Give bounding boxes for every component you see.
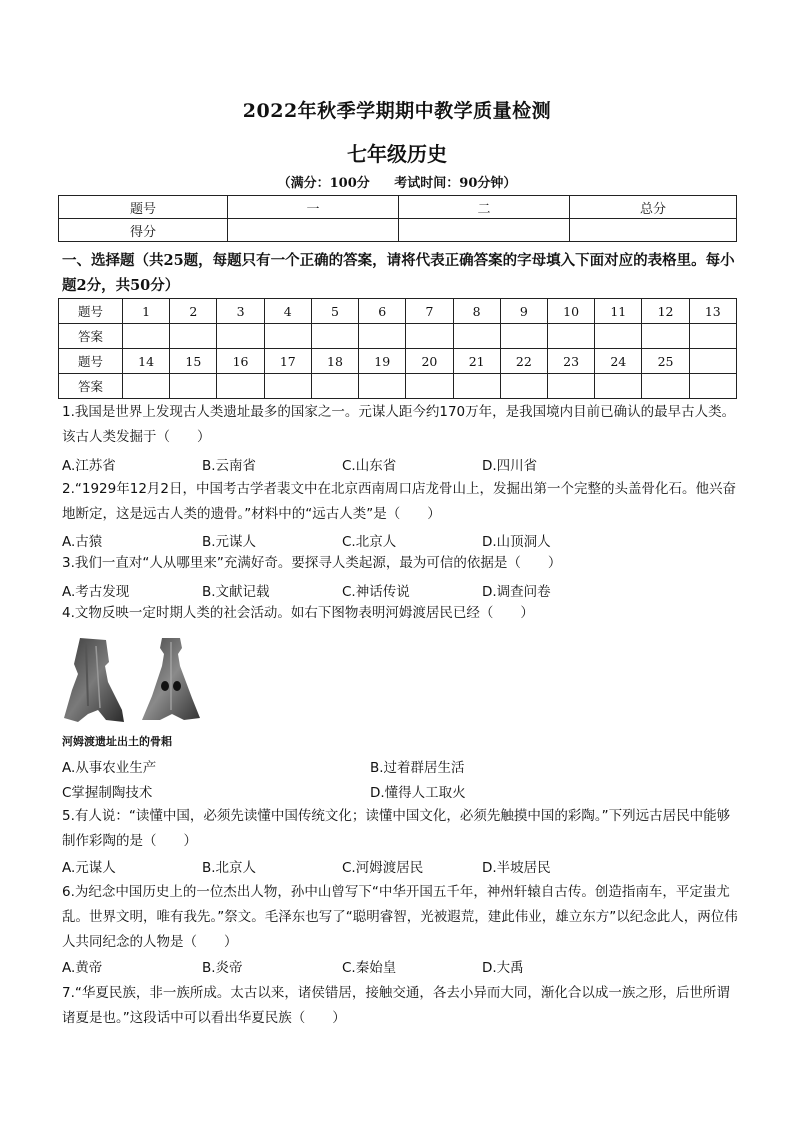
question-number-cell: 15 xyxy=(170,349,217,374)
answer-cell[interactable] xyxy=(406,324,453,349)
question-number-cell: 19 xyxy=(359,349,406,374)
exam-subject: 七年级历史 xyxy=(347,142,447,166)
answer-cell[interactable] xyxy=(453,374,500,399)
option-a[interactable]: A.古猿 xyxy=(62,534,103,550)
answer-row-label: 题号 xyxy=(59,349,123,374)
bone-spade-image xyxy=(62,636,128,724)
answer-cell[interactable] xyxy=(500,324,547,349)
option-d[interactable]: D.大禹 xyxy=(482,960,524,976)
score-header-cell: 一 xyxy=(228,196,399,219)
score-cell[interactable] xyxy=(570,219,737,242)
question-number-cell: 9 xyxy=(500,299,547,324)
option-b[interactable]: B.过着群居生活 xyxy=(370,760,465,776)
question-number-cell xyxy=(689,349,736,374)
question-number-cell: 14 xyxy=(123,349,170,374)
question-number-cell: 6 xyxy=(359,299,406,324)
option-c[interactable]: C.秦始皇 xyxy=(342,960,397,976)
answer-cell[interactable] xyxy=(170,324,217,349)
answer-row-label: 题号 xyxy=(59,299,123,324)
question-number-cell: 12 xyxy=(642,299,689,324)
image-caption: 河姆渡遗址出土的骨耜 xyxy=(62,735,172,748)
option-c[interactable]: C.神话传说 xyxy=(342,584,410,600)
option-c[interactable]: C.山东省 xyxy=(342,458,397,474)
question-number-cell: 18 xyxy=(311,349,358,374)
exam-title: 2022年秋季学期期中教学质量检测 xyxy=(242,100,552,122)
answer-cell[interactable] xyxy=(595,324,642,349)
option-d[interactable]: D.山顶洞人 xyxy=(482,534,551,550)
option-d[interactable]: D.四川省 xyxy=(482,458,538,474)
question-number-cell: 10 xyxy=(547,299,594,324)
question-number-cell: 25 xyxy=(642,349,689,374)
score-cell[interactable] xyxy=(399,219,570,242)
answer-cell[interactable] xyxy=(453,324,500,349)
answer-cell[interactable] xyxy=(547,324,594,349)
question-stem: 2.“1929年12月2日，中国考古学者裴文中在北京西南周口店龙骨山上，发掘出第一个完整的头盖骨化石。他兴奋地断定，这是远古人类的遗骨。”材料中的“远古人类”是（ ） xyxy=(62,481,736,522)
answer-row-label: 答案 xyxy=(59,374,123,399)
option-a[interactable]: A.江苏省 xyxy=(62,458,116,474)
answer-cell[interactable] xyxy=(359,324,406,349)
option-b[interactable]: B.云南省 xyxy=(202,458,257,474)
answer-cell[interactable] xyxy=(359,374,406,399)
answer-cell[interactable] xyxy=(217,324,264,349)
question-number-cell: 5 xyxy=(311,299,358,324)
option-a[interactable]: A.从事农业生产 xyxy=(62,760,157,776)
answer-cell[interactable] xyxy=(311,374,358,399)
answer-cell[interactable] xyxy=(500,374,547,399)
score-cell[interactable] xyxy=(228,219,399,242)
answer-cell[interactable] xyxy=(264,374,311,399)
question-number-cell: 13 xyxy=(689,299,736,324)
answer-cell[interactable] xyxy=(123,324,170,349)
option-a[interactable]: A.元谋人 xyxy=(62,860,116,876)
exam-info xyxy=(0,172,794,191)
score-header-cell: 总分 xyxy=(570,196,737,219)
answer-cell[interactable] xyxy=(689,324,736,349)
question-stem: 4.文物反映一定时期人类的社会活动。如右下图物表明河姆渡居民已经（ ） xyxy=(62,605,534,621)
answer-cell[interactable] xyxy=(642,324,689,349)
answer-cell[interactable] xyxy=(170,374,217,399)
question-number-cell: 17 xyxy=(264,349,311,374)
score-header-cell: 题号 xyxy=(59,196,228,219)
answer-cell[interactable] xyxy=(217,374,264,399)
answer-table xyxy=(58,298,737,399)
option-c[interactable]: C掌握制陶技术 xyxy=(62,785,153,801)
section-heading: 一、选择题（共25题，每题只有一个正确的答案，请将代表正确答案的字母填入下面对应的表格里。每小题2分，共50分） xyxy=(62,252,735,294)
question-number-cell: 8 xyxy=(453,299,500,324)
question-number-cell: 2 xyxy=(170,299,217,324)
score-header-cell: 二 xyxy=(399,196,570,219)
answer-cell[interactable] xyxy=(595,374,642,399)
bone-spade-image xyxy=(140,636,202,724)
score-table xyxy=(58,195,737,242)
answer-cell[interactable] xyxy=(264,324,311,349)
question-number-cell: 11 xyxy=(595,299,642,324)
question-stem: 6.为纪念中国历史上的一位杰出人物，孙中山曾写下“中华开国五千年，神州轩辕自古传。创造指南车，平定蚩尤乱。世界文明，唯有我先。”祭文。毛泽东也写了“聪明睿智，光被遐荒，建此伟业，雄立东方”以纪念此人，两位伟人共同纪念的人物是（ ） xyxy=(62,884,738,950)
answer-cell[interactable] xyxy=(123,374,170,399)
answer-cell[interactable] xyxy=(642,374,689,399)
question-number-cell: 21 xyxy=(453,349,500,374)
answer-cell[interactable] xyxy=(689,374,736,399)
question-number-cell: 22 xyxy=(500,349,547,374)
question-number-cell: 24 xyxy=(595,349,642,374)
answer-cell[interactable] xyxy=(311,324,358,349)
question-number-cell: 23 xyxy=(547,349,594,374)
option-d[interactable]: D.懂得人工取火 xyxy=(370,785,466,801)
answer-cell[interactable] xyxy=(406,374,453,399)
question-number-cell: 16 xyxy=(217,349,264,374)
option-a[interactable]: A.考古发现 xyxy=(62,584,130,600)
answer-cell[interactable] xyxy=(547,374,594,399)
option-b[interactable]: B.炎帝 xyxy=(202,960,243,976)
exam-time: 考试时间：90分钟） xyxy=(394,176,517,191)
question-number-cell: 3 xyxy=(217,299,264,324)
question-number-cell: 20 xyxy=(406,349,453,374)
question-stem: 1.我国是世界上发现古人类遗址最多的国家之一。元谋人距今约170万年，是我国境内目前已确认的最早古人类。该古人类发掘于（ ） xyxy=(62,404,736,445)
option-c[interactable]: C.河姆渡居民 xyxy=(342,860,424,876)
answer-row-label: 答案 xyxy=(59,324,123,349)
question-stem: 5.有人说：“读懂中国，必须先读懂中国传统文化；读懂中国文化，必须先触摸中国的彩陶。”下列远古居民中能够制作彩陶的是（ ） xyxy=(62,808,731,849)
score-row-label: 得分 xyxy=(59,219,228,242)
option-b[interactable]: B.北京人 xyxy=(202,860,257,876)
question-number-cell: 4 xyxy=(264,299,311,324)
question-number-cell: 1 xyxy=(123,299,170,324)
option-c[interactable]: C.北京人 xyxy=(342,534,397,550)
option-a[interactable]: A.黄帝 xyxy=(62,960,103,976)
option-b[interactable]: B.元谋人 xyxy=(202,534,257,550)
option-b[interactable]: B.文献记载 xyxy=(202,584,270,600)
option-d[interactable]: D.调查问卷 xyxy=(482,584,551,600)
option-d[interactable]: D.半坡居民 xyxy=(482,860,551,876)
full-marks: （满分：100分 xyxy=(277,176,370,191)
question-stem: 7.“华夏民族，非一族所成。太古以来，诸侯错居，接触交通，各去小异而大同，渐化合以成一族之形，后世所谓诸夏是也。”这段话中可以看出华夏民族（ ） xyxy=(62,985,730,1026)
question-stem: 3.我们一直对“人从哪里来”充满好奇。要探寻人类起源，最为可信的依据是（ ） xyxy=(62,555,562,571)
question-number-cell: 7 xyxy=(406,299,453,324)
